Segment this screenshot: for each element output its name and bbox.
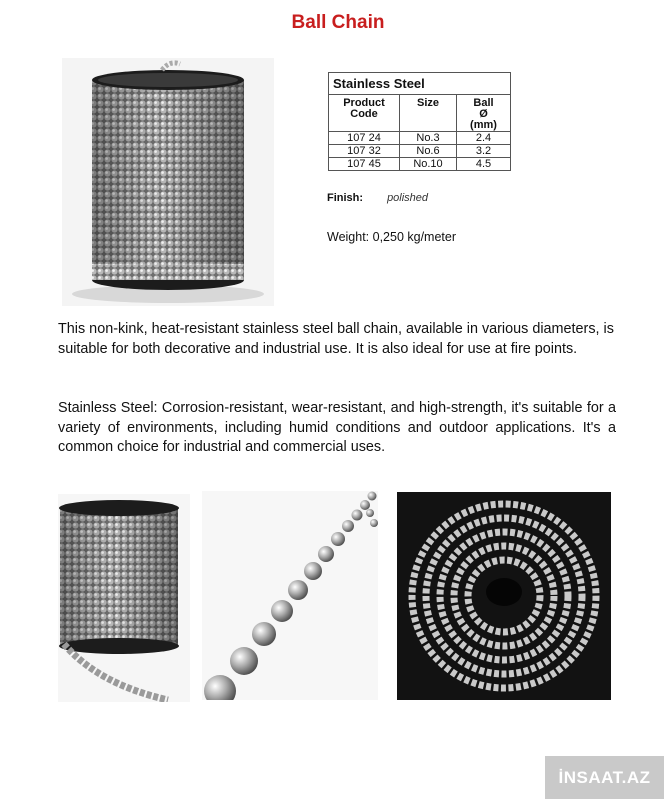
chain-coil-image (397, 492, 611, 700)
cell-size: No.3 (400, 132, 457, 145)
cell-diameter: 3.2 (457, 145, 511, 158)
weight-text: Weight: 0,250 kg/meter (327, 230, 457, 244)
cell-size: No.10 (400, 158, 457, 171)
site-watermark: İNSAAT.AZ (545, 756, 664, 799)
spec-table (328, 72, 511, 171)
cell-size: No.6 (400, 145, 457, 158)
cell-code: 107 32 (329, 145, 400, 158)
col-ball-diameter: Ball Ø (mm) (457, 95, 511, 132)
description-paragraph: This non-kink, heat-resistant stainless steel ball chain, available in various diameters, is suitable for both decorative and industrial use. It is also ideal for use at fire points. (58, 321, 614, 357)
finish-line (327, 192, 428, 204)
table-row (329, 145, 511, 158)
table-row (329, 132, 511, 145)
col-product-code: Product Code (329, 95, 400, 132)
material-paragraph: Stainless Steel: Corrosion-resistant, wear-resistant, and high-strength, it's suitable for a variety of environments, including humid conditions and outdoor applications. It's a common choice for industrial and commercial uses. (58, 400, 616, 456)
ball-chain-spool-image (62, 58, 274, 306)
chain-closeup-image (202, 491, 378, 700)
cell-diameter: 4.5 (457, 158, 511, 171)
page-title: Ball Chain (291, 12, 385, 33)
col-size: Size (400, 95, 457, 132)
cell-code: 107 24 (329, 132, 400, 145)
cell-code: 107 45 (329, 158, 400, 171)
finish-label: Finish: (327, 192, 364, 204)
finish-value: polished (387, 192, 429, 204)
cell-diameter: 2.4 (457, 132, 511, 145)
spool-thumbnail-image (58, 494, 190, 702)
spec-table-title: Stainless Steel (329, 73, 511, 95)
table-row (329, 158, 511, 171)
